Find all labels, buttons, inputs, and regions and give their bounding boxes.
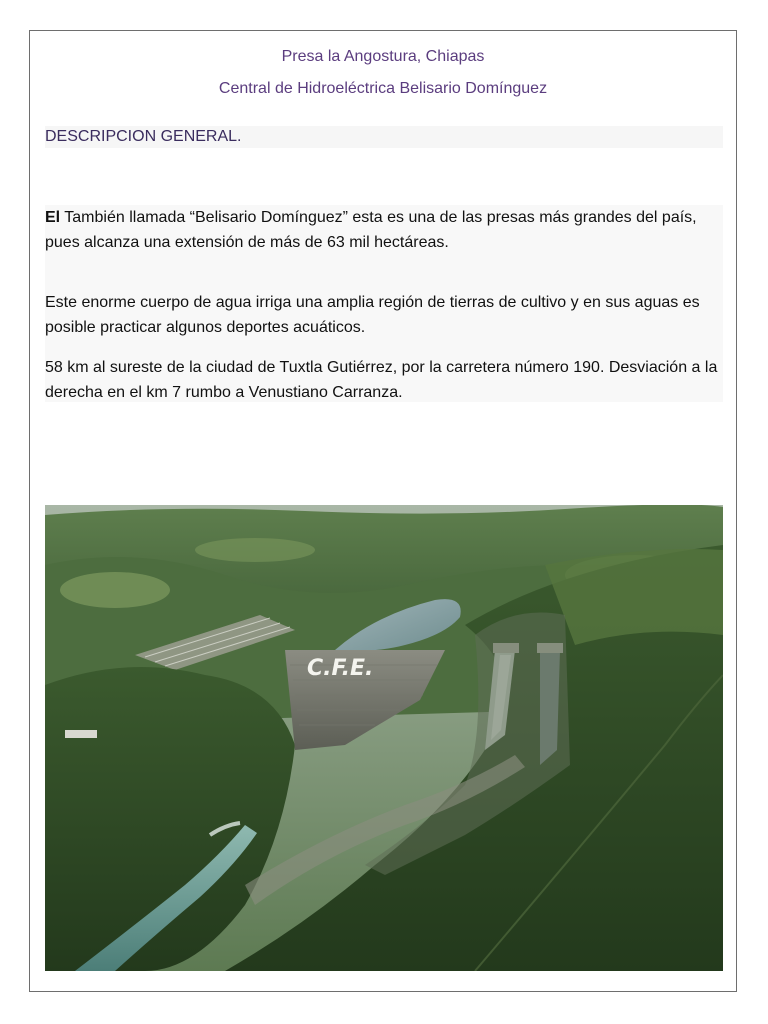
document-page	[29, 30, 737, 992]
dam-lettering: C.F.E.	[307, 656, 374, 681]
paragraph-intro-text: También llamada “Belisario Domínguez” esta es una de las presas más grandes del país, pues alcanza una extensión de más de 63 mil hectáreas.	[45, 209, 697, 251]
paragraph-irrigation: Este enorme cuerpo de agua irriga una amplia región de tierras de cultivo y en sus aguas es posible practicar algunos deportes acuáticos.	[45, 294, 700, 336]
paragraph-intro	[45, 205, 723, 255]
section-heading-bar	[45, 126, 723, 148]
description-block	[45, 205, 723, 402]
paragraph-lead-word: El	[45, 209, 61, 226]
document-subtitle: Central de Hidroeléctrica Belisario Domínguez	[218, 80, 548, 97]
paragraph-directions: 58 km al sureste de la ciudad de Tuxtla Gutiérrez, por la carretera número 190. Desviación a la derecha en el km 7 rumbo a Venustiano Carranza.	[45, 359, 718, 401]
section-heading: DESCRIPCION GENERAL.	[45, 128, 242, 145]
dam-aerial-photo	[45, 505, 723, 971]
document-title: Presa la Angostura, Chiapas	[281, 48, 485, 65]
